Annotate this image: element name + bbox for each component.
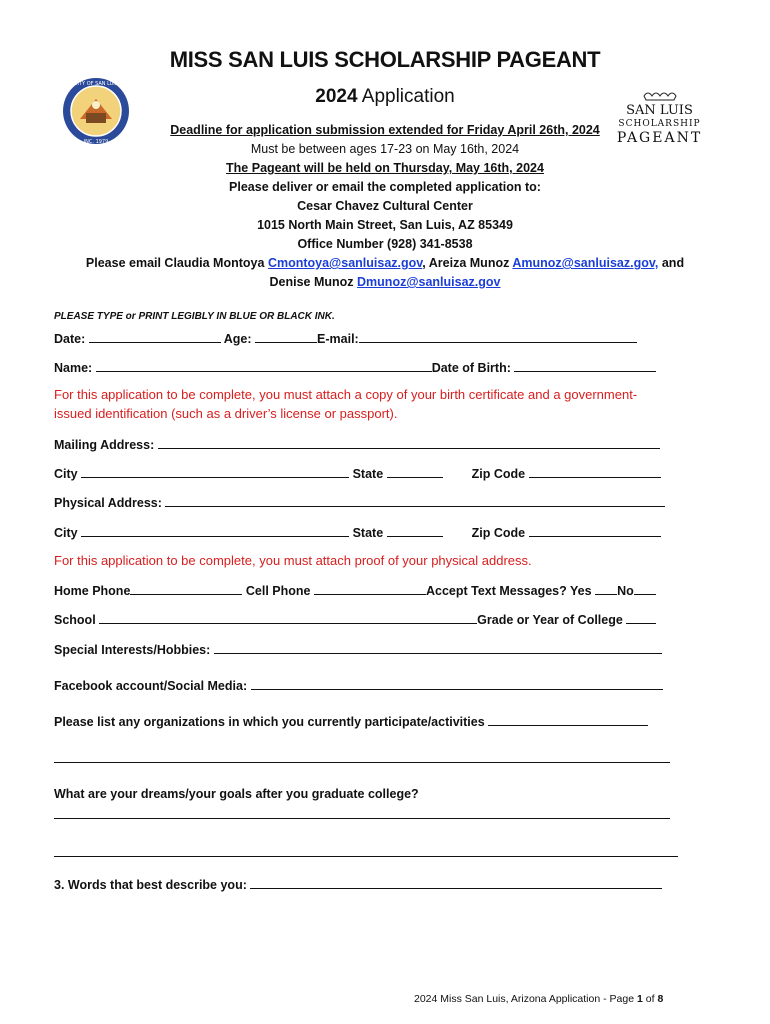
physical-address-notice: For this application to be complete, you must attach proof of your physical address.: [54, 553, 532, 568]
seal-text-bottom: INC. 1979: [83, 139, 109, 145]
zip-2-field[interactable]: [529, 524, 661, 537]
school-field[interactable]: [99, 611, 477, 624]
logo-line-3: PAGEANT: [616, 130, 703, 146]
city-2-field[interactable]: [81, 524, 349, 537]
email-3-name: Denise Munoz: [269, 275, 354, 289]
city-label: City: [54, 467, 78, 481]
grade-field[interactable]: [626, 611, 656, 624]
footer-total: 8: [657, 993, 664, 1005]
mailing-address-label: Mailing Address:: [54, 438, 155, 452]
cell-phone-field[interactable]: [314, 582, 426, 595]
social-media-field[interactable]: [251, 677, 663, 690]
birth-certificate-notice: For this application to be complete, you must attach a copy of your birth certificate and a government-issued identification (such as a driver’s license or passport).: [54, 387, 638, 421]
state-2-field[interactable]: [387, 524, 443, 537]
date-label: Date:: [54, 332, 86, 346]
application-word: Application: [361, 86, 455, 107]
row-physical-address: [54, 494, 665, 510]
dreams-label: What are your dreams/your goals after you graduate college?: [54, 787, 419, 801]
home-phone-field[interactable]: [130, 582, 242, 595]
page-footer: [414, 993, 663, 1005]
logo-line-1: SAN LUIS: [626, 103, 693, 118]
zip-label: Zip Code: [471, 467, 526, 481]
footer-of: of: [645, 993, 655, 1005]
row-words: [54, 876, 662, 892]
page-title: MISS SAN LUIS SCHOLARSHIP PAGEANT: [169, 47, 601, 72]
organizations-extra-line[interactable]: [54, 762, 670, 763]
office-number-text: Office Number (928) 341-8538: [297, 237, 473, 251]
email-field[interactable]: [359, 330, 637, 343]
row-name-dob: [54, 359, 656, 375]
school-label: School: [54, 613, 96, 627]
row-school: [54, 611, 656, 627]
row-city-state-zip-2: [54, 524, 661, 540]
seal-text-top: CITY OF SAN LUIS: [74, 81, 118, 87]
row-city-state-zip: [54, 465, 661, 481]
physical-address-label: Physical Address:: [54, 496, 162, 510]
dreams-line-2[interactable]: [54, 856, 678, 857]
dreams-line-1[interactable]: [54, 818, 670, 819]
dob-field[interactable]: [514, 359, 656, 372]
words-label: 3. Words that best describe you:: [54, 878, 247, 892]
deliver-text: Please deliver or email the completed application to:: [229, 180, 541, 194]
email-link-dmunoz[interactable]: Dmunoz@sanluisaz.gov: [357, 275, 501, 289]
grade-label: Grade or Year of College: [477, 613, 623, 627]
name-field[interactable]: [96, 359, 432, 372]
cell-phone-label: Cell Phone: [245, 584, 311, 598]
logo-line-2: SCHOLARSHIP: [618, 119, 701, 129]
age-field[interactable]: [255, 330, 317, 343]
interests-label: Special Interests/Hobbies:: [54, 643, 211, 657]
dob-label: Date of Birth:: [431, 361, 511, 375]
organizations-field[interactable]: [488, 713, 648, 726]
state-2-label: State: [352, 526, 384, 540]
interests-field[interactable]: [214, 641, 662, 654]
email-link-amunoz[interactable]: Amunoz@sanluisaz.gov,: [512, 256, 659, 270]
text-no-field[interactable]: [634, 582, 656, 595]
pageant-date-text: The Pageant will be held on Thursday, May 16th, 2024: [226, 161, 544, 175]
zip-field[interactable]: [529, 465, 661, 478]
words-field[interactable]: [250, 876, 662, 889]
state-field[interactable]: [387, 465, 443, 478]
row-social-media: [54, 677, 663, 693]
instruction-text: PLEASE TYPE or PRINT LEGIBLY IN BLUE OR BLACK INK.: [54, 311, 335, 322]
footer-text: 2024 Miss San Luis, Arizona Application - Page: [414, 993, 635, 1005]
zip-2-label: Zip Code: [471, 526, 526, 540]
state-label: State: [352, 467, 384, 481]
row-organizations: [54, 713, 648, 729]
email-line-2: [0, 273, 770, 292]
footer-page: 1: [636, 993, 643, 1005]
text-yes-field[interactable]: [595, 582, 617, 595]
city-2-label: City: [54, 526, 78, 540]
row-phones: [54, 582, 656, 598]
email-link-montoya[interactable]: Cmontoya@sanluisaz.gov: [267, 256, 423, 270]
center-name-text: Cesar Chavez Cultural Center: [297, 199, 473, 213]
email-line-1: [0, 254, 770, 273]
name-label: Name:: [54, 361, 93, 375]
date-field[interactable]: [89, 330, 221, 343]
email-and: and: [661, 256, 685, 270]
email-mid: , Areiza Munoz: [422, 256, 510, 270]
mailing-address-field[interactable]: [158, 436, 660, 449]
row-date-age-email: [54, 330, 637, 346]
application-year: 2024: [315, 86, 358, 107]
city-field[interactable]: [81, 465, 349, 478]
physical-address-field[interactable]: [165, 494, 665, 507]
email-label: E-mail:: [317, 332, 359, 346]
age-label: Age:: [223, 332, 252, 346]
home-phone-label: Home Phone: [54, 584, 131, 598]
email-intro: Please email Claudia Montoya: [85, 256, 265, 270]
text-messages-label: Accept Text Messages? Yes: [425, 584, 592, 598]
ages-text: Must be between ages 17-23 on May 16th, 2024: [250, 142, 520, 156]
row-interests: [54, 641, 662, 657]
row-mailing-address: [54, 436, 660, 452]
no-label: No: [617, 584, 634, 598]
address-text: 1015 North Main Street, San Luis, AZ 85349: [257, 218, 513, 232]
social-media-label: Facebook account/Social Media:: [54, 679, 248, 693]
organizations-label: Please list any organizations in which you currently participate/activities: [54, 715, 485, 729]
deadline-text: Deadline for application submission extended for Friday April 26th, 2024: [170, 123, 600, 137]
